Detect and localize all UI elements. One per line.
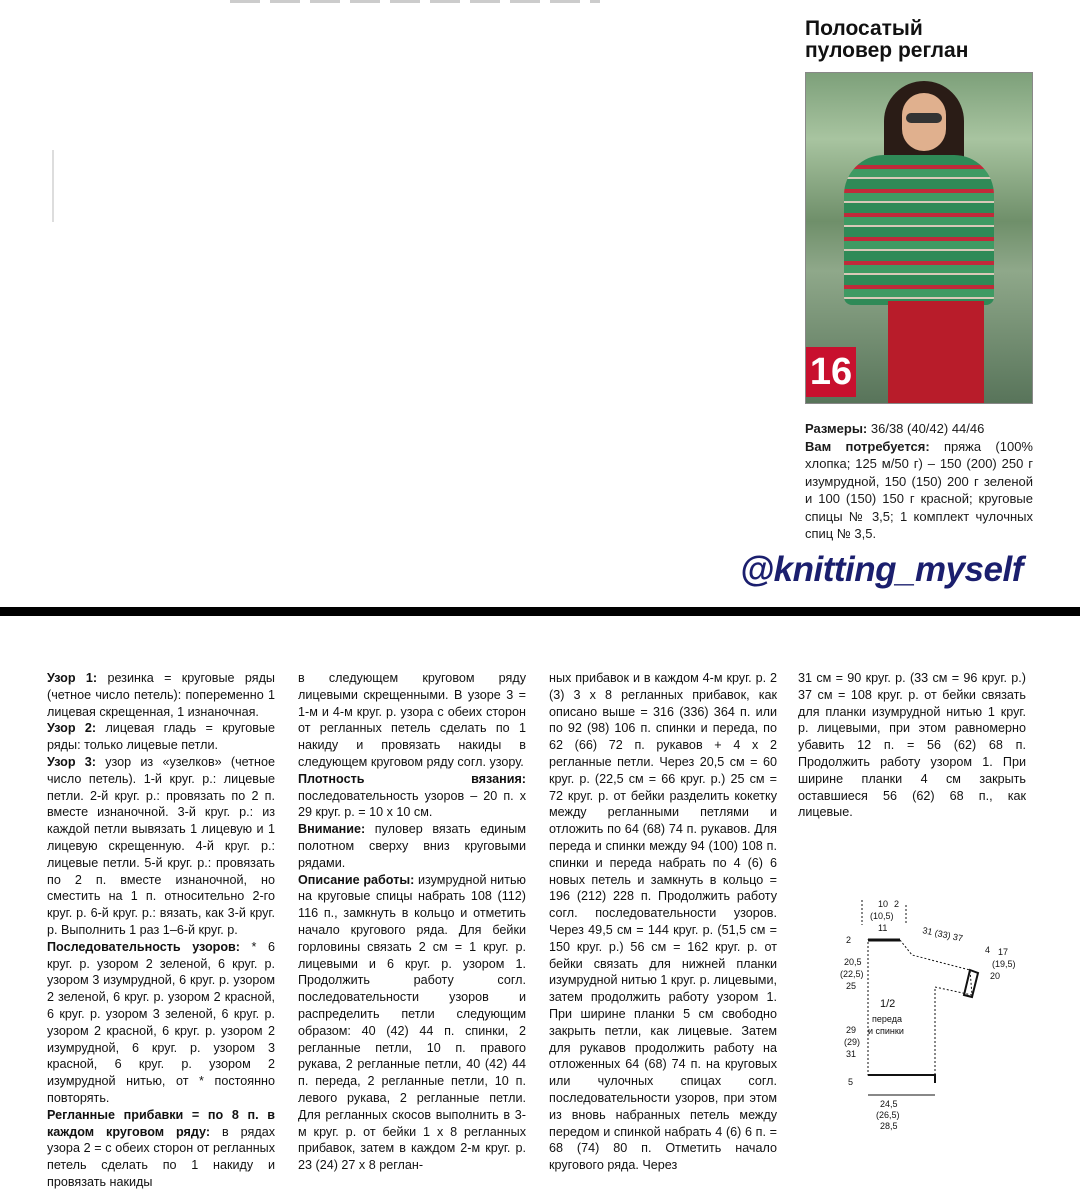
paragraph	[47, 1107, 275, 1191]
text-column-4	[798, 670, 1026, 821]
divider-bar	[0, 607, 1080, 616]
text-column-3	[549, 670, 777, 1174]
text-column-1	[47, 670, 275, 1191]
dim-sleeve-c: 20	[990, 971, 1001, 981]
watermark: @knitting_myself	[740, 550, 1023, 589]
materials-block	[805, 420, 1033, 543]
model-photo	[805, 72, 1033, 404]
dim-top-c: (10,5)	[870, 911, 894, 921]
materials-label: Вам потребуется:	[805, 438, 930, 454]
paragraph-heading: Плотность вязания:	[298, 771, 526, 786]
paragraph	[798, 670, 1026, 821]
paragraph-heading: Описание работы:	[298, 872, 415, 887]
dim-bottom-c: 28,5	[880, 1121, 898, 1131]
paragraph-text: пуловер вязать единым полотном сверху вниз круговыми рядами.	[298, 822, 526, 870]
paragraph	[47, 754, 275, 939]
photo-sunglasses	[906, 113, 942, 123]
paragraph	[298, 872, 526, 1174]
dim-top-a: 10	[878, 899, 889, 909]
dim-left-d: 29	[846, 1025, 857, 1035]
paragraph-text: 31 см = 90 круг. р. (33 см = 96 круг. р.) 37 см = 108 круг. р. от бейки связать для планки изумрудной нитью 1 круг. р. лицевыми, при этом равномерно убавить 12 п. = 56 (62) 68 п. Продолжить работу узором 1. При ширине планки 4 см закрыть оставшиеся 56 (62) 68 п., как лицевые.	[798, 671, 1026, 820]
title-line-1: Полосатый	[805, 17, 923, 40]
paragraph	[298, 771, 526, 821]
dim-left-c: 25	[846, 981, 857, 991]
paragraph-text: в следующем круговом ряду лицевыми скрещенными. В узоре 3 = 1-м и 4-м круг. р. узора с обеих сторон от регланных петель сделать по 1 накиду и провязать накиды в следующем круговом ряду согл. узору.	[298, 671, 526, 769]
dim-left-b: (22,5)	[840, 969, 864, 979]
dim-left-5: 5	[848, 1077, 854, 1087]
photo-pants	[888, 301, 984, 404]
paragraph	[298, 670, 526, 771]
text-column-2	[298, 670, 526, 1174]
paragraph	[298, 821, 526, 871]
dim-top-b: 2	[894, 899, 900, 909]
paragraph-text: изумрудной нитью на круговые спицы набрать 108 (112) 116 п., замкнуть в кольцо и отметить начало кругового ряда. Для бейки горловины связать 2 см = 1 круг. р. лицевыми и 6 круг. р. узором 1. Продолжить работу согл. последовательности узоров и распределить петли следующим образом: 40 (42) 44 п. спинки, 2 регланные петли, 10 п. правого рукава, 2 регланные петли, 40 (42) 44 п. переда, 2 регланные петли, 10 п. левого рукава, 2 регланные петли. Для регланных скосов выполнить в 3-м круг. р. от бейки 1 х 8 регланных прибавок, затем в каждом 2-м круг. р. 23 (24) 27 х 8 реглан-	[298, 872, 526, 1173]
center-label-2: переда	[872, 1014, 902, 1024]
paragraph	[47, 939, 275, 1107]
paragraph-heading: Узор 1:	[47, 671, 98, 685]
schematic-diagram	[840, 895, 1040, 1135]
paragraph	[47, 720, 275, 754]
dim-bottom-a: 24,5	[880, 1099, 898, 1109]
dim-top-d: 11	[878, 923, 888, 933]
dim-left-a: 20,5	[844, 957, 862, 967]
paragraph-text: последовательность узоров – 20 п. х 29 круг. р. = 10 х 10 см.	[298, 788, 526, 820]
dim-sleeve-4: 4	[985, 945, 991, 955]
paragraph-text: * 6 круг. р. узором 2 зеленой, 6 круг. р. узором 3 изумрудной, 6 круг. р. узором 2 зеленой, 6 круг. р. узором 2 красной, 6 круг. р. узором 3 зеленой, 6 круг. р. узором 2 красной, 6 круг. р. узором 2 изумрудной, 6 круг. р. узором 3 красной, 6 круг. р. узором 2 изумрудной нитью, от * постоянно повторять.	[47, 939, 275, 1105]
paragraph-heading: Узор 2:	[47, 721, 97, 736]
paragraph-heading: Регланные прибавки = по 8 п. в каждом круговом ряду:	[47, 1107, 275, 1139]
paragraph-heading: Внимание:	[298, 822, 366, 837]
paragraph-heading: Узор 3:	[47, 754, 96, 769]
photo-striped-sweater	[844, 155, 994, 305]
dim-sleeve-a: 17	[998, 947, 1009, 957]
dim-sleeve-b: (19,5)	[992, 959, 1016, 969]
scan-mark	[52, 150, 54, 222]
title-line-2: пуловер реглан	[805, 39, 969, 62]
pattern-number-badge: 16	[806, 347, 856, 397]
paragraph	[549, 670, 777, 1174]
hem-band	[868, 1075, 935, 1083]
center-label-1: 1/2	[880, 998, 896, 1010]
dim-left-f: 31	[846, 1049, 857, 1059]
sizes-value: 36/38 (40/42) 44/46	[870, 421, 985, 436]
dim-bottom-b: (26,5)	[876, 1110, 900, 1120]
sizes-label: Размеры:	[805, 421, 868, 436]
dim-left-2: 2	[846, 935, 852, 945]
article-title	[805, 18, 968, 62]
center-label-3: и спинки	[868, 1026, 904, 1036]
materials-value: пряжа (100% хлопка; 125 м/50 г) – 150 (200) 250 г изумрудной, 150 (150) 200 г зеленой и 100 (150) 150 г красной; круговые спицы № 3,5; 1 комплект чулочных спиц № 3,5.	[805, 438, 1033, 541]
paragraph	[47, 670, 275, 720]
paragraph-text: лицевая гладь = круговые ряды: только лицевые петли.	[47, 721, 275, 753]
dim-raglan: 31 (33) 37	[921, 925, 964, 944]
top-edge-marks	[230, 0, 600, 3]
paragraph-text: резинка = круговые ряды (четное число петель): попеременно 1 лицевая скрещенная, 1 изнаночная.	[47, 671, 275, 719]
paragraph-heading: Последовательность узоров:	[47, 939, 240, 954]
paragraph-text: ных прибавок и в каждом 4-м круг. р. 2 (3) 3 х 8 регланных прибавок, как описано выше = 316 (336) 364 п. или по 92 (98) 106 п. спинки и переда, по 62 (66) 72 п. рукавов + 4 х 2 регланные петли. Через 20,5 см = 60 круг. р. (22,5 см = 66 круг. р.) 25 см = 72 круг. р. от бейки разделить кокетку между регланными петлями и отложить по 64 (68) 74 п. рукавов. Для переда и спинки между 94 (100) 108 п. спинки и переда набрать по 4 (6) 6 новых петель и замкнуть в кольцо = 196 (212) 228 п. Продолжить работу согл. последовательности узоров. Через 49,5 см = 144 круг. р. (51,5 см = 150 круг. р.) 56 см = 162 круг. р. от бейки связать для нижней планки изумрудной нитью 1 круг. р. лицевыми, затем продолжить работу узором 1. При ширине планки 5 см свободно закрыть петли, как лицевые. Затем для рукавов продолжить работу на отложенных 64 (68) 74 п. на круговых или чулочных спицах согл. последовательности узоров, при этом из вновь набранных петель между передом и спинкой набрать 4 (6) 6 п. = 68 (74) 80 п. Отметить начало кругового ряда. Через	[549, 671, 777, 1173]
paragraph-text: узор из «узелков» (четное число петель). 1-й круг. р.: лицевые петли. 2-й круг. р.: провязать по 2 п. вместе изнаночной. 3-й круг. р.: из каждой петли вывязать 1 лицевую и 1 лицевую скрещенную. 4-й круг. р.: лицевые петли. 5-й круг. р.: провязать по 2 п. вместе изнаночной, но сместить на 1 п. относительно 2-го круг. р. 6-й круг. р.: вязать, как 3-й круг. р. Выполнить 1 раз 1–6-й круг. р.	[47, 754, 275, 937]
paragraph-text: в рядах узора 2 = с обеих сторон от регланных петель сделать по 1 накиду и провязать накиды	[47, 1124, 275, 1189]
dim-left-e: (29)	[844, 1037, 861, 1047]
